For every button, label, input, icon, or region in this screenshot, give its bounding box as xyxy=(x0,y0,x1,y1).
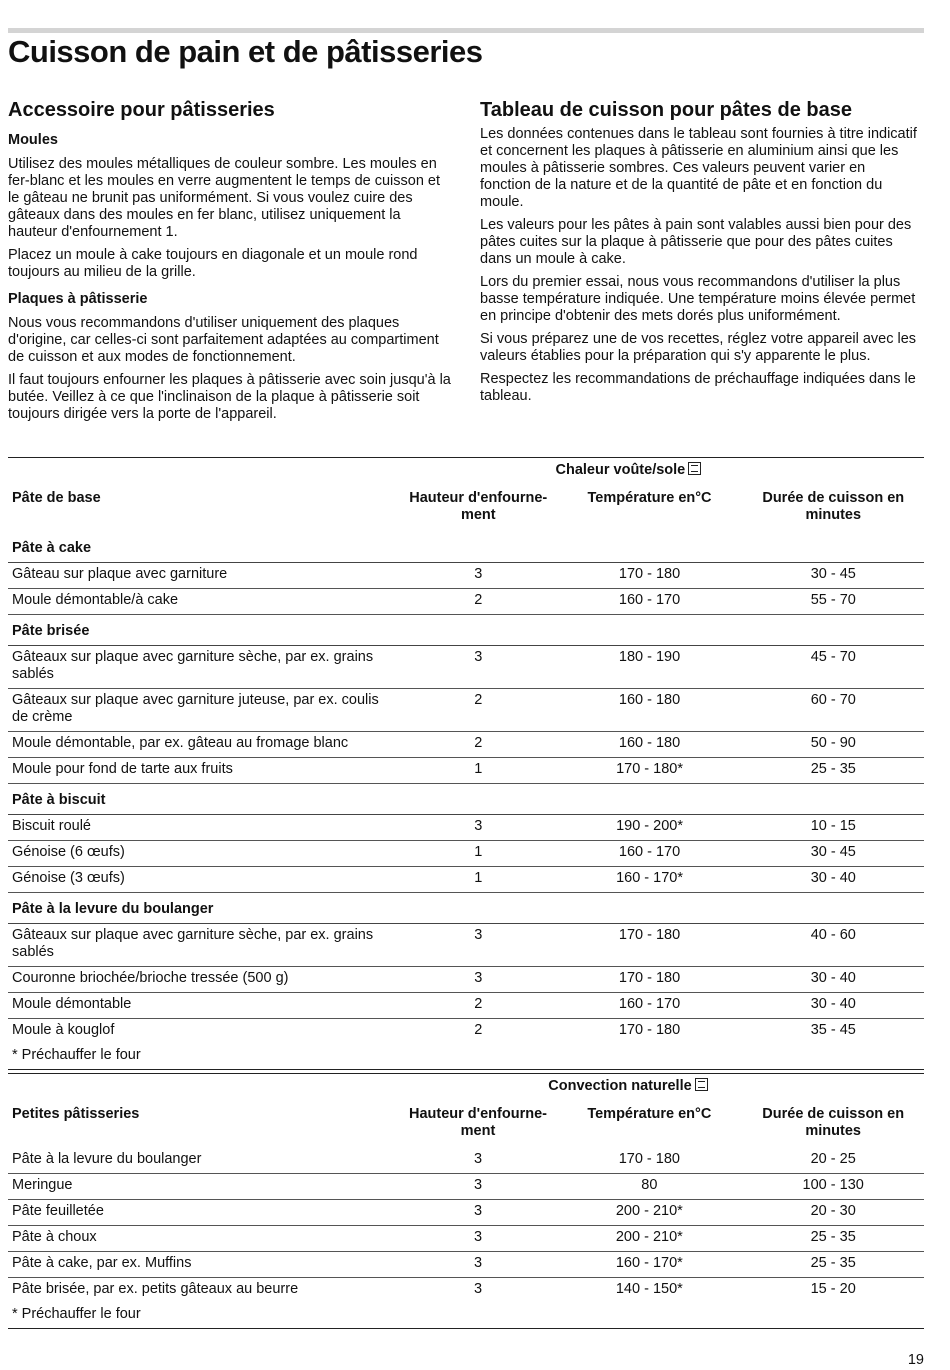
page-title: Cuisson de pain et de pâtisseries xyxy=(8,34,483,69)
table-section-row xyxy=(8,893,924,924)
section-title: Pâte brisée xyxy=(8,615,924,646)
section-title: Pâte à la levure du boulanger xyxy=(8,893,924,924)
table-row xyxy=(8,732,924,758)
column-header: Petites pâtisseries xyxy=(12,1106,140,1122)
table-cell: Gâteaux sur plaque avec garniture sèche, par ex. grains sablés xyxy=(8,924,400,967)
table-cell: 50 - 90 xyxy=(743,732,924,758)
top-rule xyxy=(8,28,924,33)
table-cell: 40 - 60 xyxy=(743,924,924,967)
table-cell: 160 - 170* xyxy=(557,867,743,893)
table-cell: 30 - 40 xyxy=(743,993,924,1019)
left-column xyxy=(8,98,453,429)
heating-mode-label: Chaleur voûte/sole xyxy=(555,462,686,478)
footnote: * Préchauffer le four xyxy=(8,1303,924,1329)
table-cell: Moule pour fond de tarte aux fruits xyxy=(8,758,400,784)
heating-mode-label: Convection naturelle xyxy=(548,1078,692,1094)
column-header: Durée de cuisson en minutes xyxy=(762,1106,905,1139)
table-cell: 3 xyxy=(400,1148,557,1174)
table-cell: 30 - 45 xyxy=(743,563,924,589)
table-cell: 2 xyxy=(400,689,557,732)
table-cell: Pâte à choux xyxy=(8,1226,400,1252)
paragraph: Lors du premier essai, nous vous recommandons d'utiliser la plus basse température indiquée. Une température moins élevée permet en principe d'obtenir des mets dorés plus uniformément. xyxy=(480,274,916,324)
paragraph: Il faut toujours enfourner les plaques à pâtisserie avec soin jusqu'à la butée. Veillez à ce que l'inclinaison de la plaque à pâtisserie soit toujours dirigée vers la porte de l'appareil. xyxy=(8,372,451,422)
table-cell: Gâteaux sur plaque avec garniture sèche, par ex. grains sablés xyxy=(8,646,400,689)
table-cell: 60 - 70 xyxy=(743,689,924,732)
paragraph: Respectez les recommandations de préchauffage indiquées dans le tableau. xyxy=(480,371,916,404)
table-cell: Pâte à la levure du boulanger xyxy=(8,1148,400,1174)
table-cell: Biscuit roulé xyxy=(8,815,400,841)
table-cell: 3 xyxy=(400,815,557,841)
table-cell: 55 - 70 xyxy=(743,589,924,615)
table-cell: 3 xyxy=(400,1252,557,1278)
table-cell: 180 - 190 xyxy=(557,646,743,689)
table-cell: 190 - 200* xyxy=(557,815,743,841)
table-row xyxy=(8,1019,924,1045)
table-cell: 3 xyxy=(400,1200,557,1226)
table-row xyxy=(8,867,924,893)
table-cell: 160 - 170 xyxy=(557,841,743,867)
table-cell: 30 - 45 xyxy=(743,841,924,867)
section-heading-accessoire: Accessoire pour pâtisseries xyxy=(8,99,275,121)
table-row xyxy=(8,589,924,615)
table-row xyxy=(8,967,924,993)
table-cell: Pâte brisée, par ex. petits gâteaux au beurre xyxy=(12,1281,299,1297)
table-cell: 20 - 30 xyxy=(742,1200,924,1226)
table-mode-row xyxy=(8,458,924,489)
table-cell: 30 - 40 xyxy=(743,867,924,893)
column-header: Hauteur d'enfourne-ment xyxy=(409,490,548,523)
table-cell: 200 - 210* xyxy=(556,1200,742,1226)
table-cell: 2 xyxy=(400,993,557,1019)
table-cell: Génoise (3 œufs) xyxy=(8,867,400,893)
table-row xyxy=(8,1278,924,1304)
paragraph: Les valeurs pour les pâtes à pain sont valables aussi bien pour des pâtes cuites sur la plaque à pâtisserie que pour des pâtes cuites dans un moule à cake. xyxy=(480,217,912,267)
table-cell: 160 - 180 xyxy=(557,689,743,732)
table-cell: Meringue xyxy=(8,1174,400,1200)
table-cell: 160 - 170* xyxy=(556,1252,742,1278)
table-cell: 170 - 180* xyxy=(557,758,743,784)
table-cell: 2 xyxy=(400,589,557,615)
table-cell: 170 - 180 xyxy=(557,967,743,993)
table-cell: 2 xyxy=(474,1022,483,1038)
table-cell: Couronne briochée/brioche tressée (500 g) xyxy=(8,967,400,993)
table-cell: 170 - 180 xyxy=(556,1148,742,1174)
table-row xyxy=(8,1252,924,1278)
table-row xyxy=(8,924,924,967)
table-cell: Moule démontable/à cake xyxy=(8,589,400,615)
table-cell: 25 - 35 xyxy=(743,758,924,784)
table-row xyxy=(8,646,924,689)
top-bottom-heat-icon xyxy=(688,462,701,475)
table-cell: 170 - 180 xyxy=(557,924,743,967)
table-cell: 1 xyxy=(400,758,557,784)
table-row xyxy=(8,563,924,589)
table-cell: Gâteaux sur plaque avec garniture juteuse, par ex. coulis de crème xyxy=(8,689,400,732)
table-section-row xyxy=(8,532,924,563)
table-section-row xyxy=(8,784,924,815)
table-cell: Gâteau sur plaque avec garniture xyxy=(8,563,400,589)
table-header-row xyxy=(8,488,924,532)
table-cell: 15 - 20 xyxy=(810,1281,856,1297)
right-column xyxy=(480,98,920,411)
paragraph: Utilisez des moules métalliques de couleur sombre. Les moules en fer-blanc et les moules en verre augmentent le temps de cuisson et le gâteau ne brunit pas uniformément. Si vous voulez cuire des gâteaux dans des moules en fer blanc, utilisez uniquement la hauteur d'enfournement 1. xyxy=(8,156,441,240)
table-cell: 3 xyxy=(400,1226,557,1252)
table-row xyxy=(8,993,924,1019)
table-row xyxy=(8,689,924,732)
table-cell: 35 - 45 xyxy=(810,1022,856,1038)
section-title: Pâte à cake xyxy=(8,532,924,563)
table-cell: 100 - 130 xyxy=(742,1174,924,1200)
page-number: 19 xyxy=(907,1352,924,1368)
section-heading-tableau: Tableau de cuisson pour pâtes de base xyxy=(480,99,852,121)
table-cell: 45 - 70 xyxy=(743,646,924,689)
table-cell: 3 xyxy=(400,1174,557,1200)
column-header: Température en°C xyxy=(587,490,712,506)
section-title: Pâte à biscuit xyxy=(8,784,924,815)
conventional-heat-icon xyxy=(695,1078,708,1091)
table-cell: 10 - 15 xyxy=(743,815,924,841)
table-cell: 160 - 170 xyxy=(557,589,743,615)
baking-table-small-pastries xyxy=(8,1073,924,1329)
table-cell: 3 xyxy=(400,646,557,689)
table-cell: 1 xyxy=(400,867,557,893)
table-cell: 25 - 35 xyxy=(742,1226,924,1252)
table-cell: 30 - 40 xyxy=(743,967,924,993)
table-cell: 20 - 25 xyxy=(742,1148,924,1174)
table-row xyxy=(8,758,924,784)
paragraph: Placez un moule à cake toujours en diagonale et un moule rond toujours au milieu de la grille. xyxy=(8,247,418,280)
baking-table-basic-doughs xyxy=(8,457,924,1070)
table-cell: 25 - 35 xyxy=(742,1252,924,1278)
table-cell: Génoise (6 œufs) xyxy=(8,841,400,867)
paragraph: Nous vous recommandons d'utiliser uniquement des plaques d'origine, car celles-ci sont parfaitement adaptées au compartiment de cuisson et aux modes de fonctionnement. xyxy=(8,315,439,365)
table-cell: 2 xyxy=(400,732,557,758)
table-cell: 3 xyxy=(473,1281,483,1297)
table-cell: Moule à kouglof xyxy=(12,1022,115,1038)
table-cell: Moule démontable xyxy=(8,993,400,1019)
table-cell: 80 xyxy=(556,1174,742,1200)
paragraph: Si vous préparez une de vos recettes, réglez votre appareil avec les valeurs établies pour la préparation qui s'y apparente le plus. xyxy=(480,331,917,364)
column-header: Pâte de base xyxy=(12,490,101,506)
table-cell: 3 xyxy=(400,924,557,967)
table-cell: 170 - 180 xyxy=(557,563,743,589)
table-cell: 170 - 180 xyxy=(618,1022,681,1038)
table-cell: 160 - 170 xyxy=(557,993,743,1019)
table-note-row xyxy=(8,1303,924,1329)
table-cell: Pâte à cake, par ex. Muffins xyxy=(8,1252,400,1278)
table-cell: 200 - 210* xyxy=(556,1226,742,1252)
table-mode-row xyxy=(8,1074,924,1105)
table-cell: Pâte feuilletée xyxy=(8,1200,400,1226)
column-header: Température en°C xyxy=(587,1106,712,1122)
table-header-row xyxy=(8,1104,924,1148)
table-cell: 160 - 180 xyxy=(557,732,743,758)
table-cell: Moule démontable, par ex. gâteau au fromage blanc xyxy=(8,732,400,758)
table-row xyxy=(8,1226,924,1252)
column-header: Hauteur d'enfourne-ment xyxy=(408,1106,547,1139)
table-row xyxy=(8,815,924,841)
table-cell: 1 xyxy=(400,841,557,867)
column-header: Durée de cuisson en minutes xyxy=(762,490,905,523)
table-row xyxy=(8,841,924,867)
table-note-row xyxy=(8,1044,924,1070)
table-row xyxy=(8,1200,924,1226)
subheading-plaques: Plaques à pâtisserie xyxy=(8,291,148,307)
table-section-row xyxy=(8,615,924,646)
subheading-moules: Moules xyxy=(8,132,58,148)
table-cell: 3 xyxy=(400,967,557,993)
footnote: * Préchauffer le four xyxy=(8,1044,924,1070)
table-row xyxy=(8,1174,924,1200)
table-cell: 140 - 150* xyxy=(615,1281,683,1297)
table-cell: 3 xyxy=(400,563,557,589)
paragraph: Les données contenues dans le tableau sont fournies à titre indicatif et concernent les plaques à pâtisserie en aluminium ainsi que les moules à pâtisserie sombres. Ces valeurs peuvent varier en fonction de la nature et de la quantité de pâte et en fonction du moule. xyxy=(480,126,917,210)
table-row xyxy=(8,1148,924,1174)
